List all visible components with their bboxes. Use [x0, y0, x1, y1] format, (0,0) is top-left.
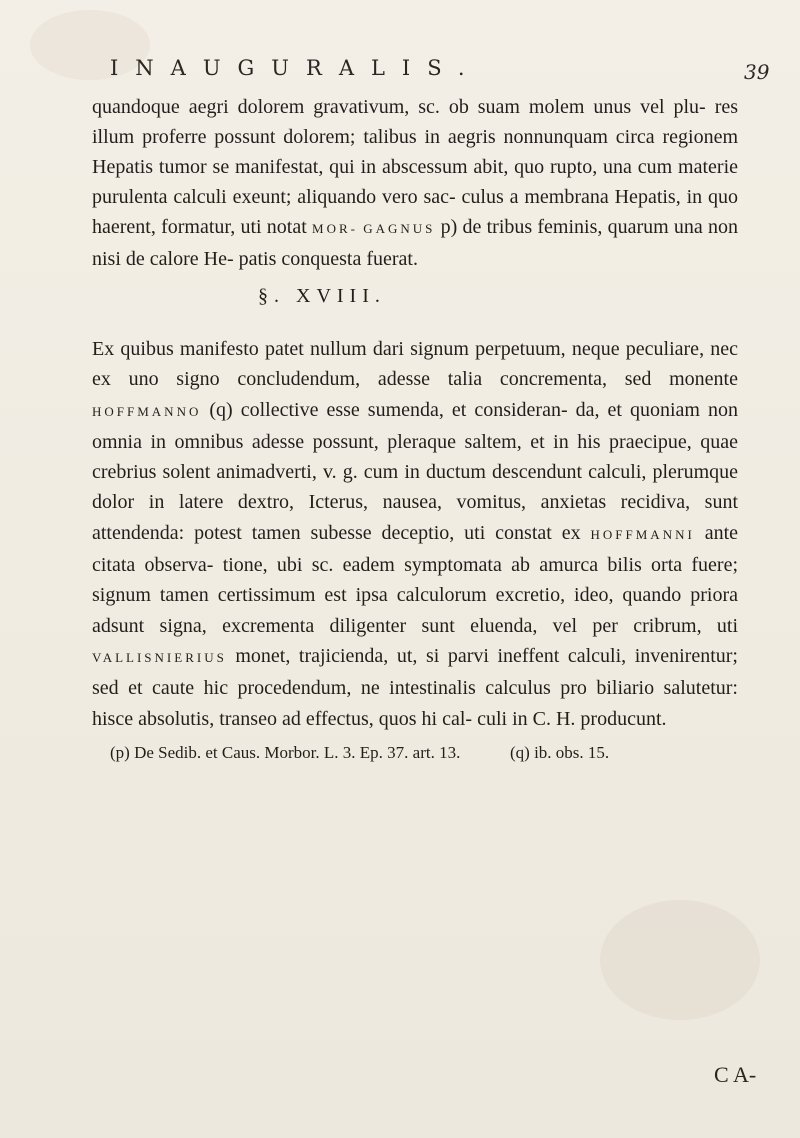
- author-name-hoffmanno: HOFFMANNO: [92, 403, 202, 419]
- text-line: culi in C. H. producunt.: [477, 707, 667, 730]
- text-line: quandoque aegri dolorem gravativum, sc. ob suam molem unus vel plu-: [92, 96, 706, 118]
- text-line: da, et quoniam non omnia in omnibus adesse possunt, pleraque saltem,: [92, 398, 738, 453]
- text-line: Ex quibus manifesto patet nullum dari signum perpetuum, neque: [92, 338, 620, 360]
- text-line: ductum descendunt calculi, plerumque dolor in latere dextro, Icterus,: [92, 461, 738, 514]
- author-name-morgagnus-cont: GAGNUS: [363, 221, 436, 236]
- author-name-vallisnierius: VALLISNIERIUS: [92, 649, 227, 665]
- signature-mark: C A-: [714, 1062, 757, 1087]
- text-line: (q) collective esse sumenda, et consideran-: [209, 398, 568, 421]
- text-line: pro biliario salutetur: hisce absolutis, transeo ad effectus, quos hi cal-: [92, 677, 738, 730]
- text-line: culus a membrana Hepatis, in quo haerent, formatur, uti notat: [92, 186, 739, 238]
- page-number: 39: [744, 60, 770, 84]
- paragraph-2: [92, 334, 738, 734]
- author-name-morgagnus: MOR-: [312, 221, 358, 236]
- text-line: et in his praecipue, quae crebrius solent animadverti, v. g. cum in: [92, 430, 739, 484]
- paper-stain: [600, 900, 760, 1020]
- text-line: ante citata observa-: [92, 521, 739, 577]
- footnote-q: (q) ib. obs. 15.: [510, 743, 610, 762]
- section-heading: §. XVIII.: [258, 285, 386, 307]
- text-line: tione, ubi sc. eadem symptomata ab amurca bilis orta fuere; signum: [92, 554, 739, 607]
- footnotes: [110, 743, 750, 763]
- paragraph-1: [92, 92, 738, 274]
- text-line: invenirentur; sed et caute hic procedendum, ne intestinalis calculus: [92, 644, 738, 700]
- text-line: monet, trajicienda, ut, si parvi ineffent calculi,: [235, 644, 627, 667]
- text-line: sed monente: [624, 368, 738, 391]
- text-line: circa regionem Hepatis tumor se manifestat, qui in abscessum abit, quo: [92, 126, 738, 178]
- text-line: res illum proferre possunt dolorem; talibus in aegris nonnunquam: [92, 96, 739, 148]
- text-line: peculiare, nec ex uno signo concludendum, adesse talia concrementa,: [92, 338, 738, 391]
- running-title: INAUGURALIS.: [110, 56, 482, 80]
- text-line: tamen certissimum est ipsa calculorum excretio, ideo, quando priora: [159, 584, 739, 607]
- author-name-hoffmanni: HOFFMANNI: [590, 526, 695, 542]
- text-line: adsunt signa, excrementa diligenter sunt eluenda, vel per cribrum, uti: [92, 614, 738, 637]
- text-line: nausea, vomitus, anxietas recidiva, sunt attendenda: potest tamen: [92, 491, 738, 544]
- text-line: subesse deceptio, uti constat ex: [310, 521, 581, 544]
- text-line: p) de tribus feminis, quarum una non nisi de calore He-: [92, 216, 739, 270]
- text-line: patis conquesta fuerat.: [238, 248, 418, 270]
- footnote-p: (p) De Sedib. et Caus. Morbor. L. 3. Ep. 37. art. 13.: [110, 743, 461, 762]
- text-line: rupto, una cum materie purulenta calculi exeunt; aliquando vero sac-: [92, 156, 738, 208]
